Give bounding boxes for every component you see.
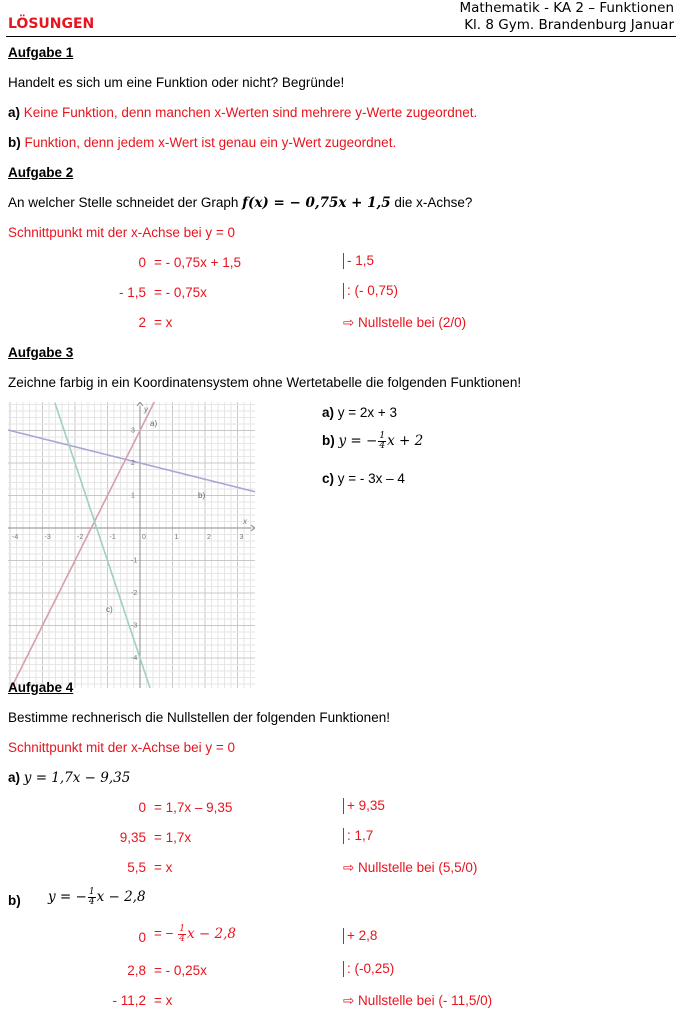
calc-op: : 1,7 <box>343 828 373 844</box>
function-a-label: a) <box>322 405 335 420</box>
line-a-label: a) <box>150 419 158 428</box>
answer-a-label: a) <box>8 105 21 120</box>
task-1-label: Aufgabe 1 <box>8 45 74 60</box>
calc-left: 0 <box>138 930 146 945</box>
y-tick-label: 3 <box>131 427 135 435</box>
function-b: b) y = − $\frac{1}{4}$ x + 2 <box>322 431 424 451</box>
y-tick-label: -4 <box>131 655 138 662</box>
y-axis-name: y <box>144 405 148 414</box>
calc-op: + 9,35 <box>343 798 385 814</box>
line-c-label: c) <box>106 605 113 614</box>
task-4-question: Bestimme rechnerisch die Nullstellen der folgenden Funktionen! <box>8 710 390 725</box>
x-tick-label: -3 <box>44 534 51 541</box>
calc-left: 0 <box>138 255 146 270</box>
calc-result: ⇨ Nullstelle bei (- 11,5/0) <box>343 993 493 1008</box>
task-4-a-formula: y = 1,7x − 9,35 <box>23 770 131 786</box>
calc-left: - 11,2 <box>112 993 146 1008</box>
calc-left: 0 <box>138 800 146 815</box>
task-4-a <box>8 770 130 786</box>
function-a <box>322 405 397 420</box>
coordinate-graph <box>8 402 255 688</box>
calc-right: = x <box>154 860 173 875</box>
calc-left: 2,8 <box>127 963 146 978</box>
calc-result: ⇨ Nullstelle bei (2/0) <box>343 315 467 330</box>
x-tick-label: -2 <box>77 534 84 541</box>
function-c-text: y = - 3x – 4 <box>334 471 405 486</box>
answer-b-text: Funktion, denn jedem x-Wert ist genau ein y-Wert zugeordnet. <box>20 135 397 150</box>
question-post: die x-Achse? <box>390 195 473 210</box>
x-tick-label: -4 <box>12 534 19 541</box>
task-2-label: Aufgabe 2 <box>8 165 74 180</box>
question-formula: f(x) = − 0,75x + 1,5 <box>242 195 391 211</box>
task-4-a-label: a) <box>8 770 21 785</box>
calc-left: 5,5 <box>127 860 146 875</box>
question-pre: An welcher Stelle schneidet der Graph <box>8 195 243 210</box>
calc-right: = 1,7x <box>154 830 192 845</box>
function-a-text: y = 2x + 3 <box>334 405 398 420</box>
calc-right: = x <box>154 315 173 330</box>
task-4-intro: Schnittpunkt mit der x-Achse bei y = 0 <box>8 740 235 755</box>
task-1-answer-b <box>8 135 396 150</box>
calc-op: - 1,5 <box>343 253 374 269</box>
y-tick-label: -3 <box>131 622 138 630</box>
calc-right: = - 0,75x <box>154 285 207 300</box>
calc-right: = - 0,25x <box>154 963 207 978</box>
answer-b-label: b) <box>8 135 21 150</box>
x-tick-label: -1 <box>109 534 116 541</box>
calc-right: = − $\frac{1}{4}$ x − 2,8 <box>154 924 237 944</box>
task-2-intro: Schnittpunkt mit der x-Achse bei y = 0 <box>8 225 235 240</box>
calc-op: : (-0,25) <box>343 961 394 977</box>
function-c-label: c) <box>322 471 335 486</box>
y-tick-label: -1 <box>131 557 138 565</box>
calc-right: = - 0,75x + 1,5 <box>154 255 242 270</box>
task-4-b-label: b) <box>8 893 21 908</box>
task-3-label: Aufgabe 3 <box>8 345 74 360</box>
x-tick-label: 0 <box>142 534 146 541</box>
grid <box>8 402 255 688</box>
calc-right: = 1,7x – 9,35 <box>154 800 233 815</box>
x-tick-label: 3 <box>239 534 244 541</box>
header-line-1: Mathematik - KA 2 – Funktionen <box>459 0 674 16</box>
calc-op: + 2,8 <box>343 928 377 944</box>
calc-op: : (- 0,75) <box>343 283 398 299</box>
calc-left: 2 <box>138 315 146 330</box>
y-tick-label: 1 <box>131 492 135 500</box>
task-2-question <box>8 195 472 211</box>
header-rule <box>6 36 676 37</box>
function-c <box>322 471 405 486</box>
calc-left: 9,35 <box>119 830 146 845</box>
page-title: LÖSUNGEN <box>8 16 95 32</box>
y-tick-label: 2 <box>131 460 135 467</box>
x-tick-label: 2 <box>207 534 211 541</box>
calc-result: ⇨ Nullstelle bei (5,5/0) <box>343 860 478 875</box>
task-1-question: Handelt es sich um eine Funktion oder nicht? Begründe! <box>8 75 345 90</box>
header-subject <box>459 0 674 34</box>
task-4-b-formula: y = − $\frac{1}{4}$ x − 2,8 <box>48 887 146 907</box>
x-axis-name: x <box>243 517 247 526</box>
calc-right: = x <box>154 993 173 1008</box>
calc-left: - 1,5 <box>118 285 146 300</box>
task-1-answer-a <box>8 105 477 120</box>
header-line-2: Kl. 8 Gym. Brandenburg Januar <box>464 17 674 33</box>
line-b-label: b) <box>198 491 206 500</box>
task-3-question: Zeichne farbig in ein Koordinatensystem ohne Wertetabelle die folgenden Funktionen! <box>8 375 522 390</box>
answer-a-text: Keine Funktion, denn manchen x-Werten sind mehrere y-Werte zugeordnet. <box>20 105 478 120</box>
y-tick-label: -2 <box>131 590 138 597</box>
x-tick-label: 1 <box>174 534 179 541</box>
function-b-label: b) <box>322 433 335 448</box>
task-4-label: Aufgabe 4 <box>8 680 74 695</box>
